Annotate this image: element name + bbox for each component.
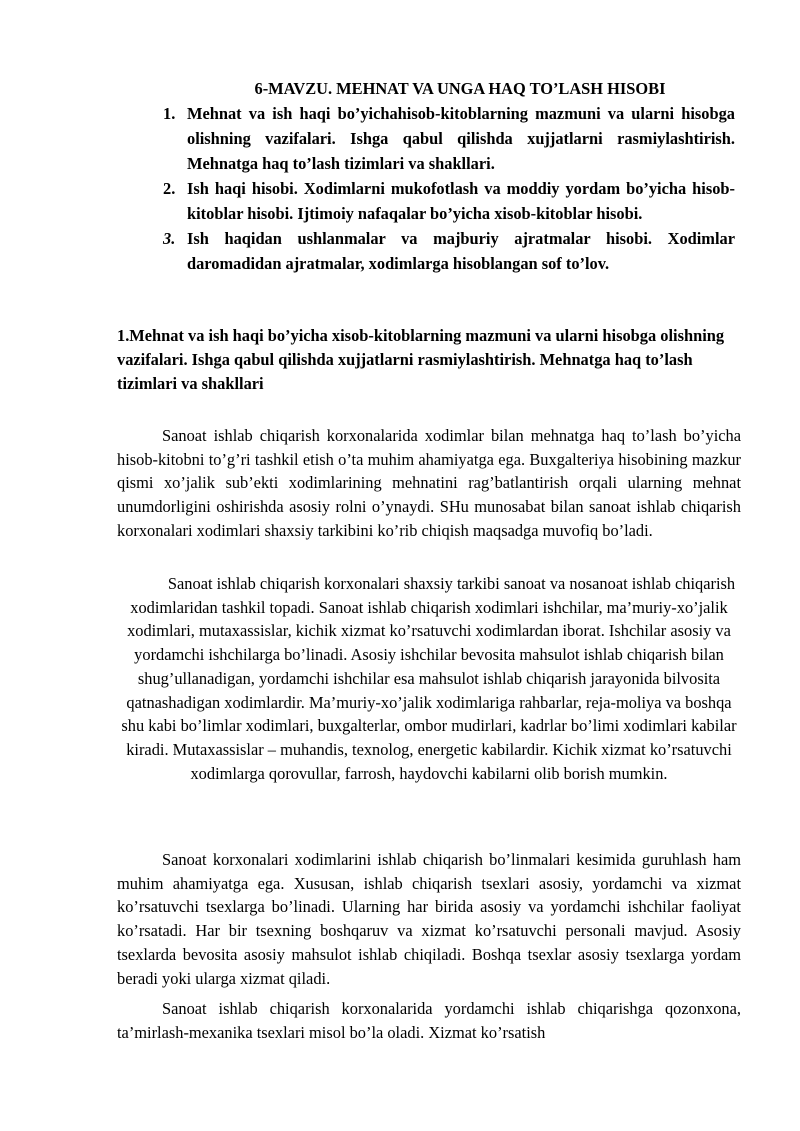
document-title: 6-MAVZU. MEHNAT VA UNGA HAQ TO’LASH HISOBI xyxy=(254,79,666,98)
paragraph-block xyxy=(117,997,741,1044)
paragraph: Sanoat ishlab chiqarish korxonalarida yordamchi ishlab chiqarishga qozonxona, ta’mirlash-mexanika tsexlari misol bo’la oladi. Xizmat ko’rsatish xyxy=(117,999,741,1042)
paragraph: Sanoat korxonalari xodimlarini ishlab chiqarish bo’linmalari kesimida guruhlash ham muhim ahamiyatga ega. Xususan, ishlab chiqarish tsexlari asosiy, yordamchi va xizmat ko’rsatuvchi tsexlarga bo’linadi. Ularning har birida asosiy va yordamchi ishchilar faoliyat ko’rsatadi. Har bir tsexning boshqaruv va xizmat ko’rsatuvchi personali mavjud. Asosiy tsexlarda bevosita asosiy mahsulot ishlab chiqiladi. Boshqa tsexlar asosiy tsexlarga yordam beradi yoki ularga xizmat qiladi. xyxy=(117,850,741,988)
paragraph-block xyxy=(117,424,741,543)
outline-number: 2. xyxy=(163,179,176,198)
outline-text: Ish haqidan ushlanmalar va majburiy ajratmalar hisobi. Xodimlar daromadidan ajratmalar, xodimlarga hisoblangan sof to’lov. xyxy=(187,229,735,273)
outline-text: Ish haqi hisobi. Xodimlarni mukofotlash va moddiy yordam bo’yicha hisob-kitoblar hisobi. Ijtimoiy nafaqalar bo’yicha xisob-kitoblar hisobi. xyxy=(187,179,735,223)
paragraph-block xyxy=(117,848,741,990)
outline-number: 3. xyxy=(163,229,176,248)
section-heading: 1.Mehnat va ish haqi bo’yicha xisob-kitoblarning mazmuni va ularni hisobga olishning vazifalari. Ishga qabul qilishda xujjatlarni rasmiylashtirish. Mehnatga haq to’lash tizimlari va shakllari xyxy=(117,326,725,393)
paragraph: Sanoat ishlab chiqarish korxonalari shaxsiy tarkibi sanoat va nosanoat ishlab chiqarish xodimlaridan tashkil topadi. Sanoat ishlab chiqarish xodimlari ishchilar, ma’muriy-xo’jalik xodimlari, mutaxassislar, kichik xizmat ko’rsatuvchi xodimlardan iborat. Ishchilar asosiy va yordamchi ishchilarga bo’linadi. Asosiy ishchilar bevosita mahsulot ishlab chiqarish bilan shug’ullanadigan, yordamchi ishchilar esa mahsulot ishlab chiqarish jarayonida bilvosita qatnashadigan xodimlardir. Ma’muriy-xo’jalik xodimlariga rahbarlar, reja-moliya va boshqa shu kabi bo’limlar xodimlari, buxgalterlar, ombor mudirlari, kadrlar bo’limi xodimlari kabilar kiradi. Mutaxassislar – muhandis, texnolog, energetic kabilardir. Kichik xizmat ko’rsatuvchi xodimlarga qorovullar, farrosh, haydovchi kabilarni olib borish mumkin. xyxy=(121,574,737,783)
outline-item-2 xyxy=(155,176,735,226)
outline-item-3 xyxy=(155,226,735,276)
outline-item-1 xyxy=(155,101,735,176)
paragraph-block-centered xyxy=(117,572,741,785)
outline-number: 1. xyxy=(163,104,176,123)
paragraph: Sanoat ishlab chiqarish korxonalarida xodimlar bilan mehnatga haq to’lash bo’yicha hisob-kitobni to’g’ri tashkil etish o’ta muhim ahamiyatga ega. Buxgalteriya hisobining mazkur qismi xo’jalik sub’ekti xodimlarining mehnatini rag’batlantirish orqali ularning mehnat unumdorligini oshirishda asosiy rolni o’ynaydi. SHu munosabat bilan sanoat ishlab chiqarish korxonalari xodimlari shaxsiy tarkibini ko’rib chiqish maqsadga muvofiq bo’ladi. xyxy=(117,426,741,540)
outline-text: Mehnat va ish haqi bo’yichahisob-kitoblarning mazmuni va ularni hisobga olishning vazifalari. Ishga qabul qilishda xujjatlarni rasmiylashtirish. Mehnatga haq to’lash tizimlari va shakllari. xyxy=(187,104,735,173)
topic-outline-list xyxy=(155,101,735,276)
